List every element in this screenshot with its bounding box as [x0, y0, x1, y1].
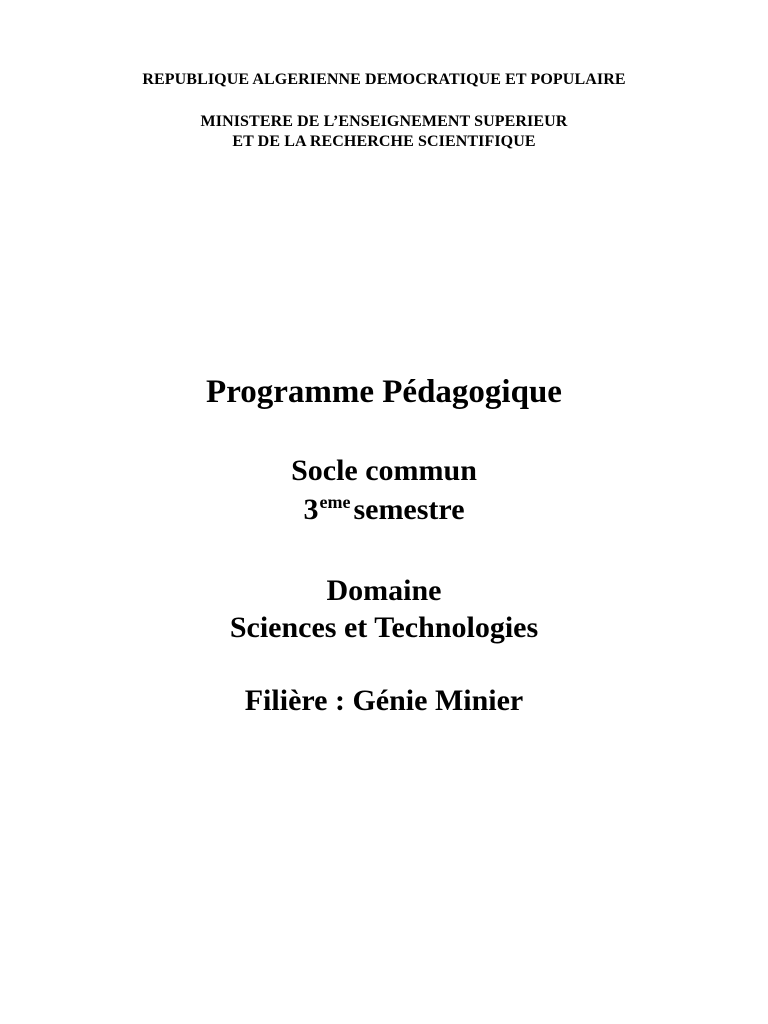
domain-label: Domaine — [326, 574, 442, 607]
semester-word: semestre — [353, 493, 465, 526]
semester-heading — [0, 492, 768, 526]
document-title: Programme Pédagogique — [206, 374, 562, 410]
ministry-heading-line2: ET DE LA RECHERCHE SCIENTIFIQUE — [232, 133, 536, 150]
domain-value: Sciences et Technologies — [229, 611, 539, 644]
socle-commun-heading: Socle commun — [291, 454, 477, 487]
filiere-heading: Filière : Génie Minier — [244, 684, 524, 717]
semester-suffix: eme — [319, 492, 351, 512]
republic-heading: REPUBLIQUE ALGERIENNE DEMOCRATIQUE ET POPULAIRE — [142, 71, 626, 88]
ministry-heading-line1: MINISTERE DE L’ENSEIGNEMENT SUPERIEUR — [200, 113, 568, 130]
semester-number: 3 — [303, 493, 319, 526]
